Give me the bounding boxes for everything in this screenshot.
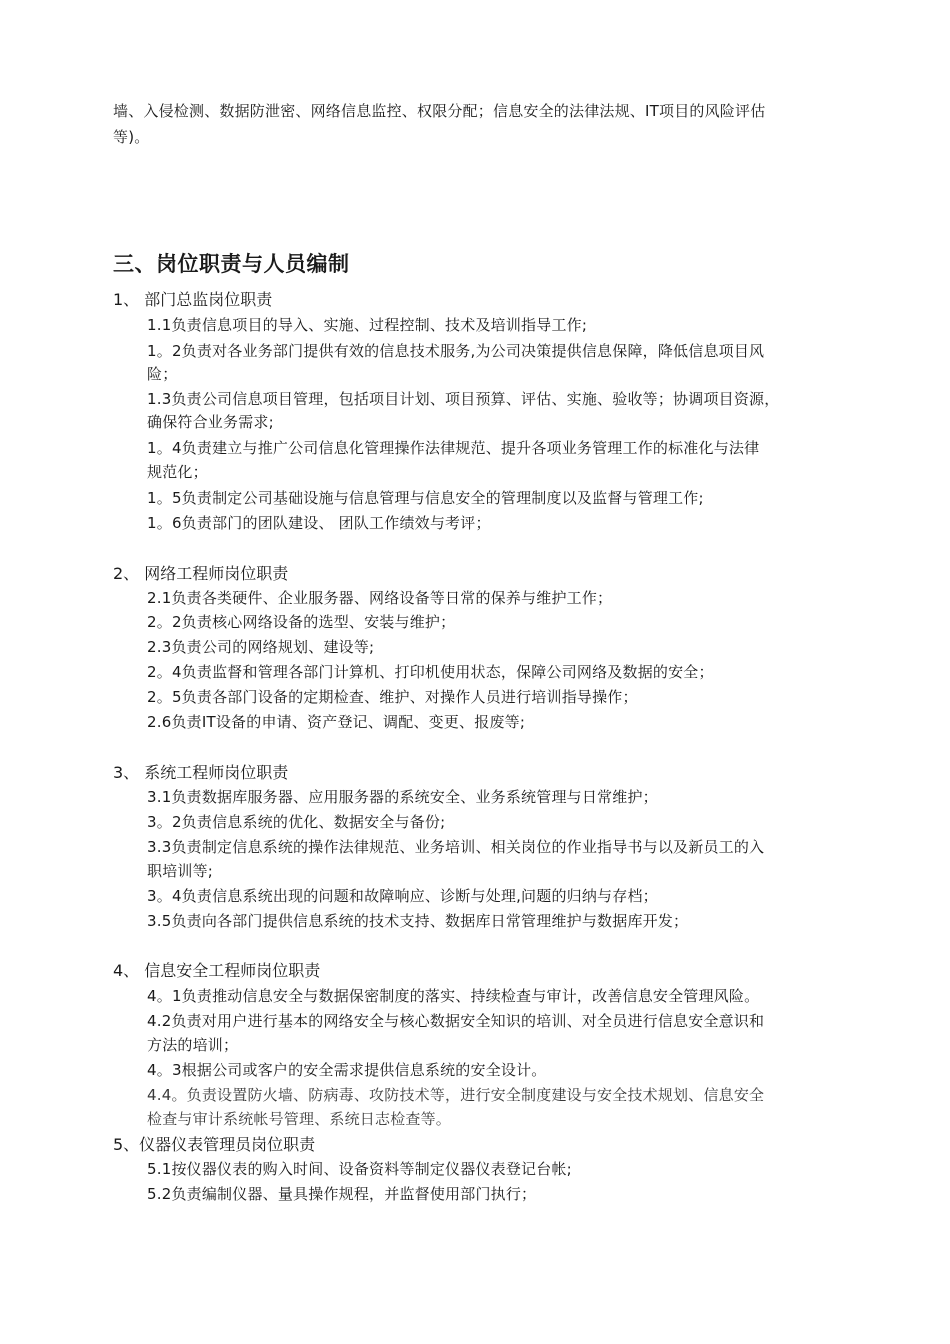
item-2-5: 2。5负责各部门设备的定期检查、维护、对操作人员进行培训指导操作； xyxy=(147,688,638,706)
intro-line-1: 墙、入侵检测、数据防泄密、网络信息监控、权限分配；信息安全的法律法规、IT项目的风险评估 xyxy=(113,102,766,120)
item-5-1: 5.1按仪器仪表的购入时间、设备资料等制定仪器仪表登记台帐; xyxy=(147,1160,572,1178)
section-1-title: 1、 部门总监岗位职责 xyxy=(113,290,273,309)
item-1-3-line-2: 确保符合业务需求; xyxy=(147,413,274,431)
item-1-2-line-1: 1。2负责对各业务部门提供有效的信息技术服务,为公司决策提供信息保障，降低信息项目风 xyxy=(147,342,765,360)
item-3-3-line-2: 职培训等; xyxy=(147,862,214,880)
item-1-1: 1.1负责信息项目的导入、实施、过程控制、技术及培训指导工作; xyxy=(147,316,588,334)
item-3-1: 3.1负责数据库服务器、应用服务器的系统安全、业务系统管理与日常维护； xyxy=(147,788,658,806)
item-4-4-line-2: 检查与审计系统帐号管理、系统日志检查等。 xyxy=(147,1110,452,1128)
section-2-title: 2、 网络工程师岗位职责 xyxy=(113,564,289,583)
item-1-2-line-2: 险； xyxy=(147,365,178,383)
item-3-3-line-1: 3.3负责制定信息系统的操作法律规范、业务培训、相关岗位的作业指导书与以及新员工的入 xyxy=(147,838,765,856)
item-4-2-line-2: 方法的培训； xyxy=(147,1036,239,1054)
item-2-2: 2。2负责核心网络设备的选型、安装与维护； xyxy=(147,613,456,631)
section-heading: 三、岗位职责与人员编制 xyxy=(113,252,350,276)
item-5-2: 5.2负责编制仪器、量具操作规程，并监督使用部门执行； xyxy=(147,1185,537,1203)
item-4-1: 4。1负责推动信息安全与数据保密制度的落实、持续检查与审计，改善信息安全管理风险。 xyxy=(147,987,760,1005)
item-3-4: 3。4负责信息系统出现的问题和故障响应、诊断与处理,问题的归纳与存档； xyxy=(147,887,658,905)
item-3-2: 3。2负责信息系统的优化、数据安全与备份; xyxy=(147,813,446,831)
item-4-3: 4。3根据公司或客户的安全需求提供信息系统的安全设计。 xyxy=(147,1061,547,1079)
item-2-1: 2.1负责各类硬件、企业服务器、网络设备等日常的保养与维护工作； xyxy=(147,589,613,607)
item-1-5: 1。5负责制定公司基础设施与信息管理与信息安全的管理制度以及监督与管理工作; xyxy=(147,489,704,507)
item-3-5: 3.5负责向各部门提供信息系统的技术支持、数据库日常管理维护与数据库开发； xyxy=(147,912,689,930)
intro-line-2: 等)。 xyxy=(113,128,150,146)
item-2-6: 2.6负责IT设备的申请、资产登记、调配、变更、报废等; xyxy=(147,713,526,731)
item-1-6: 1。6负责部门的团队建设、 团队工作绩效与考评； xyxy=(147,514,491,532)
item-2-3: 2.3负责公司的网络规划、建设等; xyxy=(147,638,375,656)
item-1-3-line-1: 1.3负责公司信息项目管理，包括项目计划、项目预算、评估、实施、验收等；协调项目资源， xyxy=(147,390,780,408)
item-4-2-line-1: 4.2负责对用户进行基本的网络安全与核心数据安全知识的培训、对全员进行信息安全意识和 xyxy=(147,1012,765,1030)
section-3-title: 3、 系统工程师岗位职责 xyxy=(113,763,289,782)
item-4-4-line-1: 4.4。负责设置防火墙、防病毒、攻防技术等，进行安全制度建设与安全技术规划、信息安全 xyxy=(147,1086,765,1104)
section-5-title: 5、仪器仪表管理员岗位职责 xyxy=(113,1135,316,1154)
item-1-4-line-1: 1。4负责建立与推广公司信息化管理操作法律规范、提升各项业务管理工作的标准化与法律 xyxy=(147,439,760,457)
item-1-4-line-2: 规范化； xyxy=(147,463,208,481)
item-2-4: 2。4负责监督和管理各部门计算机、打印机使用状态，保障公司网络及数据的安全； xyxy=(147,663,714,681)
section-4-title: 4、 信息安全工程师岗位职责 xyxy=(113,961,321,980)
